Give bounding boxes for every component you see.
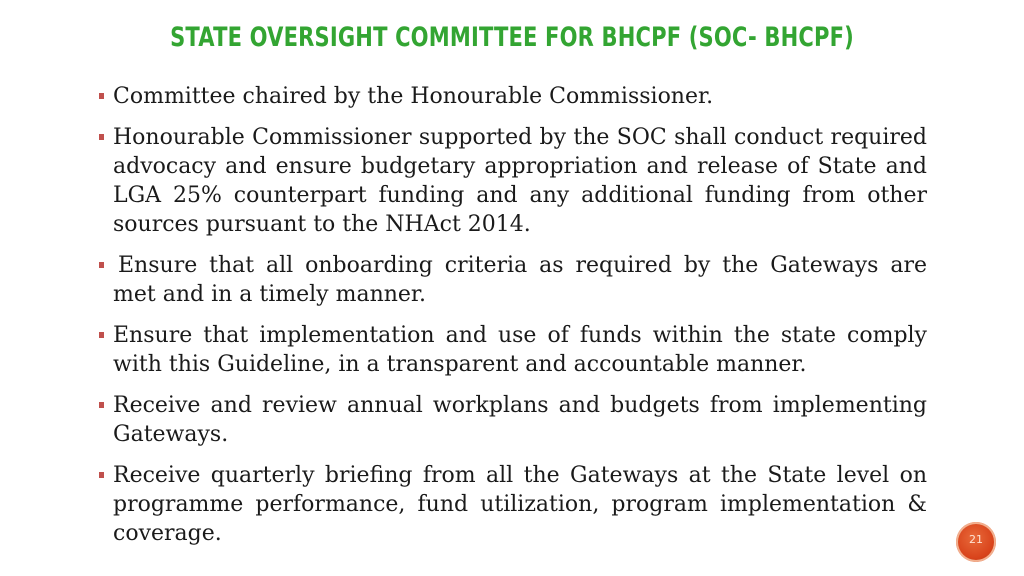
bullet-text: Committee chaired by the Honourable Commissioner. (113, 84, 714, 109)
page-number-badge-icon (956, 522, 996, 562)
square-bullet-icon (99, 93, 104, 99)
slide-title: STATE OVERSIGHT COMMITTEE FOR BHCPF (SOC- BHCPF) (170, 22, 854, 53)
bullet-text: Receive quarterly briefing from all the Gateways at the State level on programme performance, fund utilization, program implementation & coverage. (113, 463, 927, 546)
bullet-text: Ensure that all onboarding criteria as required by the Gateways are met and in a timely manner. (113, 253, 927, 307)
square-bullet-icon (99, 262, 104, 268)
bullet-text: Honourable Commissioner supported by the SOC shall conduct required advocacy and ensure budgetary appropriation and release of State and LGA 25% counterpart funding and any additional funding from other sources pursuant to the NHAct 2014. (113, 125, 927, 237)
square-bullet-icon (99, 134, 104, 140)
list-item (97, 82, 927, 111)
page-number: 21 (969, 533, 983, 546)
bullet-list (97, 82, 927, 560)
square-bullet-icon (99, 472, 104, 478)
square-bullet-icon (99, 402, 104, 408)
bullet-text: Receive and review annual workplans and budgets from implementing Gateways. (113, 393, 927, 447)
list-item (97, 461, 927, 548)
square-bullet-icon (99, 332, 104, 338)
bullet-text: Ensure that implementation and use of funds within the state comply with this Guideline, in a transparent and accountable manner. (113, 323, 927, 377)
list-item (97, 321, 927, 379)
list-item (97, 391, 927, 449)
list-item (97, 123, 927, 239)
list-item (97, 251, 927, 309)
